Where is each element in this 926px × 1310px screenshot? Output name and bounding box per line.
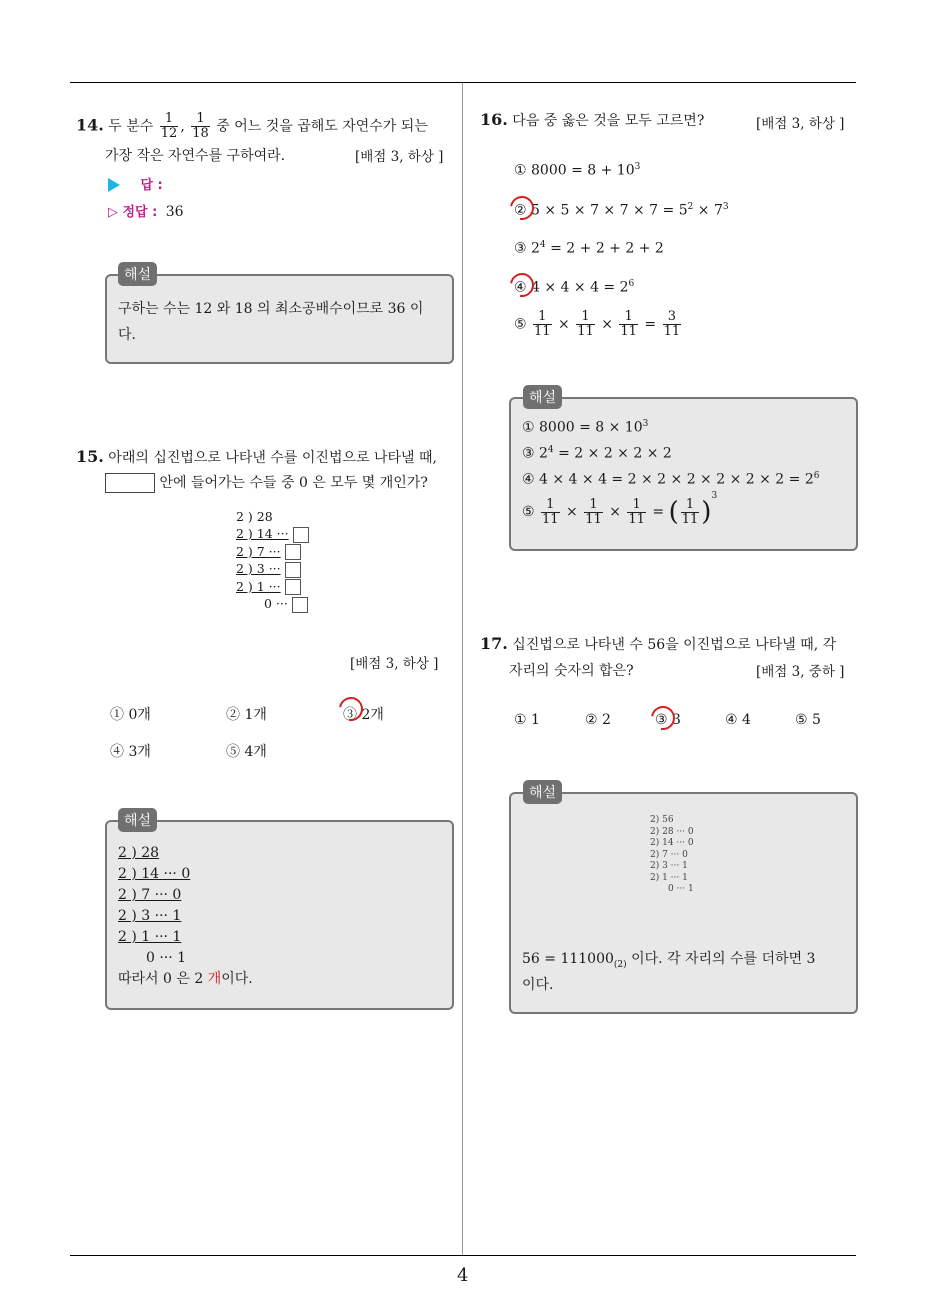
division-row: 2) 1 ··· 1 [650, 872, 688, 883]
q16-option-2[interactable]: ② $5 \times 5 \times 7 \times 7 \times 7 = 5^2 \times 7^3$ [514, 202, 729, 219]
division-row: 2 ) 7 ··· [236, 543, 309, 561]
q17-explanation-line2: 이다. [522, 977, 554, 993]
division-row: 2 ) 7 ··· 0 [118, 887, 182, 903]
selected-circle-mark [505, 268, 538, 301]
selected-circle-mark [646, 701, 679, 734]
division-row: 2) 14 ··· 0 [650, 838, 694, 848]
q17-line1: 17. 십진법으로 나타낸 수 56을 이진법으로 나타낼 때, 각 [480, 634, 837, 653]
q17-score: [배점 3, 중하 ] [756, 664, 845, 680]
q17-explanation-division [650, 815, 694, 896]
q15-choice-1[interactable]: ① 0개 [110, 707, 151, 723]
q16-explanation-3: ③ $2^4 = 2 \times 2 \times 2 \times 2$ [522, 445, 672, 462]
q14-explanation-box [105, 274, 454, 364]
division-row: 2 ) 28 [118, 845, 160, 861]
outline-triangle-icon: ▷ [108, 205, 118, 220]
division-row: 2 ) 14 ··· 0 [118, 866, 191, 882]
answer-blank [292, 597, 308, 613]
page-number: 4 [457, 1265, 469, 1286]
bottom-rule [70, 1255, 856, 1256]
division-row: 2 ) 28 [236, 509, 273, 524]
q16-explanation-tag: 해설 [523, 385, 562, 409]
q14-answer-row: 답 : [108, 174, 163, 193]
q15-division [236, 508, 309, 613]
division-row: 0 ··· [236, 595, 309, 613]
q14-explanation-line1: 구하는 수는 12 와 18 의 최소공배수이므로 36 이 [118, 301, 424, 317]
division-row: 2 ) 14 ··· [236, 525, 309, 543]
q16-option-3[interactable]: ③ $2^4 = 2 + 2 + 2 + 2$ [514, 240, 664, 257]
q17-choice-4[interactable]: ④ 4 [725, 712, 751, 728]
q16-number: 16. [480, 110, 508, 129]
q16-explanation-4: ④ $4 \times 4 \times 4 = 2 \times 2 \times 2 \times 2 \times 2 \times 2 = 2^6$ [522, 471, 820, 488]
q16-option-4[interactable]: ④ $4 \times 4 \times 4 = 2^6$ [514, 279, 635, 296]
q16-option-1[interactable]: ① $8000 = 8 + 10^3$ [514, 162, 641, 179]
division-row: 2) 7 ··· 0 [650, 849, 688, 860]
top-rule [70, 82, 856, 83]
selected-circle-mark [505, 191, 538, 224]
division-row: 0 ··· 1 [668, 884, 694, 894]
q15-choice-5[interactable]: ⑤ 4개 [226, 744, 267, 760]
division-row: 2 ) 1 ··· [236, 578, 309, 596]
division-row: 2) 28 ··· 0 [650, 826, 694, 837]
q14-fraction-1: $\frac{1}{12}$ [160, 111, 178, 141]
answer-blank [285, 544, 301, 560]
q14-line1: 14. 두 분수 $\frac{1}{12}$ , $\frac{1}{18}$ 중 어느 것을 곱해도 자연수가 되는 [76, 111, 428, 141]
q14-explanation-line2: 다. [118, 327, 136, 343]
q16-explanation-1: ① $8000 = 8 \times 10^3$ [522, 419, 649, 436]
division-row: 2 ) 3 ··· 1 [118, 908, 182, 924]
q15-choice-3[interactable]: ③ 2개 [343, 707, 384, 723]
q17-line2: 자리의 숫자의 합은? [509, 663, 634, 679]
q15-explanation-conclusion: 따라서 0 은 2 개이다. [118, 971, 253, 987]
q17-choice-1[interactable]: ① 1 [514, 712, 540, 728]
division-row: 2 ) 1 ··· 1 [118, 929, 182, 945]
q15-choice-2[interactable]: ② 1개 [226, 707, 267, 723]
answer-blank [293, 527, 309, 543]
q16-score: [배점 3, 하상 ] [756, 116, 845, 132]
q15-number: 15. [76, 447, 104, 466]
q14-correct-row: ▷ 정답 : 36 [108, 204, 184, 220]
q17-choice-2[interactable]: ② 2 [585, 712, 611, 728]
q15-explanation-division [118, 843, 253, 990]
q17-choice-5[interactable]: ⑤ 5 [795, 712, 821, 728]
answer-blank [285, 579, 301, 595]
q15-line1: 15. 아래의 십진법으로 나타낸 수를 이진법으로 나타낼 때, [76, 447, 437, 466]
division-row: 2) 56 [650, 815, 674, 825]
q14-score: [배점 3, 하상 ] [355, 149, 444, 165]
column-divider [462, 83, 463, 1255]
q14-number: 14. [76, 115, 104, 135]
division-row: 0 ··· 1 [146, 950, 187, 966]
q14-explanation-tag: 해설 [118, 262, 157, 286]
q15-line2: 안에 들어가는 수들 중 0 은 모두 몇 개인가? [105, 472, 428, 493]
q17-explanation-tag: 해설 [523, 780, 562, 804]
q15-choice-4[interactable]: ④ 3개 [110, 744, 151, 760]
q16-explanation-5: ⑤ $\frac{1}{11}$ × $\frac{1}{11}$ × $\frac{1}{11}$ = ( $\frac{1}{11}$ )$^3$ [522, 491, 718, 527]
q14-fraction-2: $\frac{1}{18}$ [192, 111, 209, 141]
q16-option-5[interactable]: ⑤ $\frac{1}{11}$ × $\frac{1}{11}$ × $\frac{1}{11}$ = $\frac{3}{11}$ [514, 309, 681, 339]
division-row: 2 ) 3 ··· [236, 560, 309, 578]
q16-question: 16. 다음 중 옳은 것을 모두 고르면? [480, 110, 705, 129]
q14-line2: 가장 작은 자연수를 구하여라. [105, 148, 286, 164]
q17-number: 17. [480, 634, 508, 653]
q17-explanation-line1: $56 = 111000_{(2)}$ 이다. 각 자리의 수를 더하면 3 [522, 951, 816, 970]
q15-explanation-tag: 해설 [118, 808, 157, 832]
play-arrow-icon [108, 178, 120, 192]
q17-choice-3[interactable]: ③ 3 [655, 712, 681, 728]
answer-blank [285, 562, 301, 578]
blank-box [105, 473, 155, 493]
division-row: 2) 3 ··· 1 [650, 861, 688, 871]
q15-score: [배점 3, 하상 ] [350, 656, 439, 672]
